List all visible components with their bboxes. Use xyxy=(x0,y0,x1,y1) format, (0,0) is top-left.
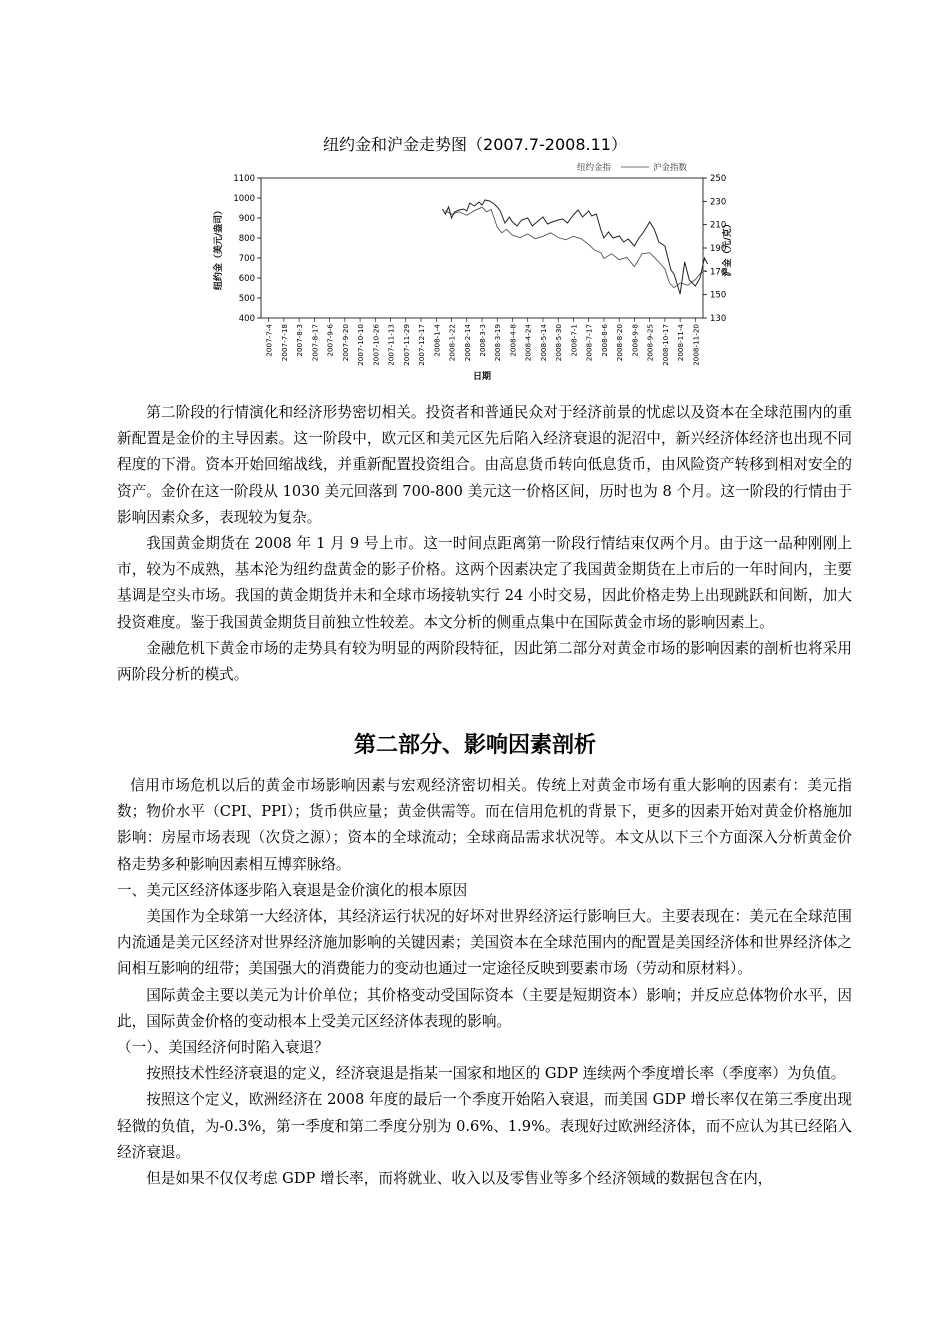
paragraph: 国际黄金主要以美元为计价单位；其价格变动受国际资本（主要是短期资本）影响；并反应总体物价水平，因此，国际黄金价格的变动根本上受美元区经济体表现的影响。 xyxy=(117,986,852,1030)
x-axis-tick-label: 2008-4-8 xyxy=(508,324,518,357)
legend-entry-sh-gold: 沪金指数 xyxy=(653,163,688,173)
paragraph: 信用市场危机以后的黄金市场影响因素与宏观经济密切相关。传统上对黄金市场有重大影响的因素有：美元指数；物价水平（CPI、PPI）；货币供应量；黄金供需等。而在信用危机的背景下，更多的因素开始对黄金价格施加影响：房屋市场表现（次贷之源）；资本的全球流动；全球商品需求状况等。本文从以下三个方面深入分析黄金价格走势多种影响因素相互博弈脉络。 xyxy=(117,777,852,873)
text-block-factors xyxy=(117,773,852,1192)
x-axis-tick-label: 2008-10-17 xyxy=(660,324,670,366)
subheading: （一）、美国经济何时陷入衰退？ xyxy=(117,1039,329,1057)
plot-frame xyxy=(261,178,703,318)
y-axis-label-right: 沪金（元/克） xyxy=(723,219,733,277)
x-axis-tick-label: 2008-11-4 xyxy=(676,324,686,362)
x-axis-tick-label: 2007-12-17 xyxy=(417,324,427,366)
x-axis-tick-label: 2007-11-29 xyxy=(401,324,411,366)
y-axis-label-left: 纽约金（美元/盎司） xyxy=(214,205,224,291)
left-axis-tick-label: 900 xyxy=(238,214,255,224)
x-axis-tick-label: 2008-9-25 xyxy=(645,324,655,362)
series-line-sh-gold xyxy=(445,207,706,288)
paragraph: 金融危机下黄金市场的走势具有较为明显的两阶段特征，因此第二部分对黄金市场的影响因素的剖析也将采用两阶段分析的模式。 xyxy=(117,639,852,684)
right-axis-tick-label: 210 xyxy=(710,220,727,231)
left-axis-tick-label: 600 xyxy=(238,274,255,284)
x-axis-tick-label: 2008-9-8 xyxy=(630,324,640,357)
x-axis-tick-label: 2008-7-1 xyxy=(569,324,579,357)
x-axis-tick-label: 2007-9-20 xyxy=(340,324,350,362)
x-axis-tick-label: 2008-1-4 xyxy=(432,324,442,357)
series-line-ny-gold xyxy=(442,200,707,294)
x-axis-tick-label: 2007-10-26 xyxy=(371,324,381,366)
x-axis-tick-label: 2007-9-6 xyxy=(325,324,335,357)
x-axis-tick-label: 2008-5-14 xyxy=(538,324,548,362)
x-axis-tick-label: 2007-7-4 xyxy=(264,324,274,357)
x-axis-tick-label: 2008-4-24 xyxy=(523,324,533,362)
right-axis-tick-label: 230 xyxy=(710,197,727,208)
paragraph: 我国黄金期货在 2008 年 1 月 9 号上市。这一时间点距离第一阶段行情结束仅两个月。由于这一品种刚刚上市，较为不成熟，基本沦为纽约盘黄金的影子价格。这两个因素决定了我国黄金期货在上市后的一年时间内，主要基调是空头市场。我国的黄金期货并未和全球市场接轨实行 24 小时交易，因此价格走势上出现跳跃和间断，加大投资难度。鉴于我国黄金期货目前独立性较差。本文分析的侧重点集中在国际黄金市场的影响因素上。 xyxy=(117,535,852,631)
chart-svg xyxy=(205,158,735,390)
x-axis-label: 日期 xyxy=(472,372,492,382)
left-axis-tick-label: 400 xyxy=(238,314,255,324)
legend-entry-ny-gold: 纽约金指 xyxy=(577,163,612,173)
left-axis-tick-label: 1000 xyxy=(233,194,255,204)
right-axis-tick-label: 250 xyxy=(710,174,727,184)
left-axis-tick-label: 1100 xyxy=(233,174,255,184)
chart-title: 纽约金和沪金走势图（2007.7-2008.11） xyxy=(323,135,627,154)
x-axis-tick-label: 2008-7-17 xyxy=(584,324,594,362)
paragraph: 但是如果不仅仅考虑 GDP 增长率，而将就业、收入以及零售业等多个经济领域的数据包含在内， xyxy=(146,1170,773,1188)
right-axis-tick-label: 170 xyxy=(710,267,727,278)
x-axis-tick-label: 2007-8-17 xyxy=(310,324,320,362)
x-axis-tick-label: 2007-11-13 xyxy=(386,324,396,366)
text-block-stage-two xyxy=(117,400,852,688)
left-axis-tick-label: 700 xyxy=(238,254,255,264)
x-axis-tick-label: 2007-8-3 xyxy=(295,324,305,357)
paragraph: 美国作为全球第一大经济体，其经济运行状况的好坏对世界经济运行影响巨大。主要表现在：美元在全球范围内流通是美元区经济对世界经济施加影响的关键因素；美国资本在全球范围内的配置是美国经济体和世界经济体之间相互影响的纽带；美国强大的消费能力的变动也通过一定途径反映到要素市场（劳动和原材料）。 xyxy=(117,908,852,978)
paragraph: 按照技术性经济衰退的定义，经济衰退是指某一国家和地区的 GDP 连续两个季度增长率（季度率）为负值。 xyxy=(146,1065,846,1083)
x-axis-tick-label: 2008-3-3 xyxy=(478,324,487,357)
x-axis-tick-label: 2008-8-20 xyxy=(615,324,625,362)
x-axis-tick-label: 2008-8-6 xyxy=(599,324,609,357)
x-axis-tick-label: 2008-11-20 xyxy=(691,323,701,366)
left-axis-tick-label: 800 xyxy=(238,234,255,244)
gold-price-chart xyxy=(205,158,735,390)
right-axis-tick-label: 190 xyxy=(710,244,727,254)
x-axis-tick-label: 2008-2-14 xyxy=(462,324,472,362)
paragraph: 按照这个定义，欧洲经济在 2008 年度的最后一个季度开始陷入衰退，而美国 GDP 增长率仅在第三季度出现轻微的负值，为-0.3%，第一季度和第二季度分别为 0.6%、1.9%。表现好过欧洲经济体，而不应认为其已经陷入经济衰退。 xyxy=(117,1091,852,1161)
right-axis-tick-label: 130 xyxy=(710,314,727,324)
section-heading: 第二部分、影响因素剖析 xyxy=(353,733,596,758)
x-axis-tick-label: 2008-5-30 xyxy=(554,324,564,362)
x-axis-tick-label: 2008-1-22 xyxy=(447,324,457,362)
x-axis-tick-label: 2007-7-18 xyxy=(279,324,289,362)
x-axis-tick-label: 2007-10-10 xyxy=(356,324,366,366)
left-axis-tick-label: 500 xyxy=(238,294,255,304)
subheading: 一、美元区经济体逐步陷入衰退是金价演化的根本原因 xyxy=(117,881,468,899)
right-axis-tick-label: 150 xyxy=(710,290,727,301)
x-axis-tick-label: 2008-3-19 xyxy=(493,324,503,362)
paragraph: 第二阶段的行情演化和经济形势密切相关。投资者和普通民众对于经济前景的忧虑以及资本在全球范围内的重新配置是金价的主导因素。这一阶段中，欧元区和美元区先后陷入经济衰退的泥沼中，新兴经济体经济也出现不同程度的下滑。资本开始回缩战线，并重新配置投资组合。由高息货币转向低息货币，由风险资产转移到相对安全的资产。金价在这一阶段从 1030 美元回落到 700-800 美元这一价格区间，历时也为 8 个月。这一阶段的行情由于影响因素众多，表现较为复杂。 xyxy=(117,404,852,526)
